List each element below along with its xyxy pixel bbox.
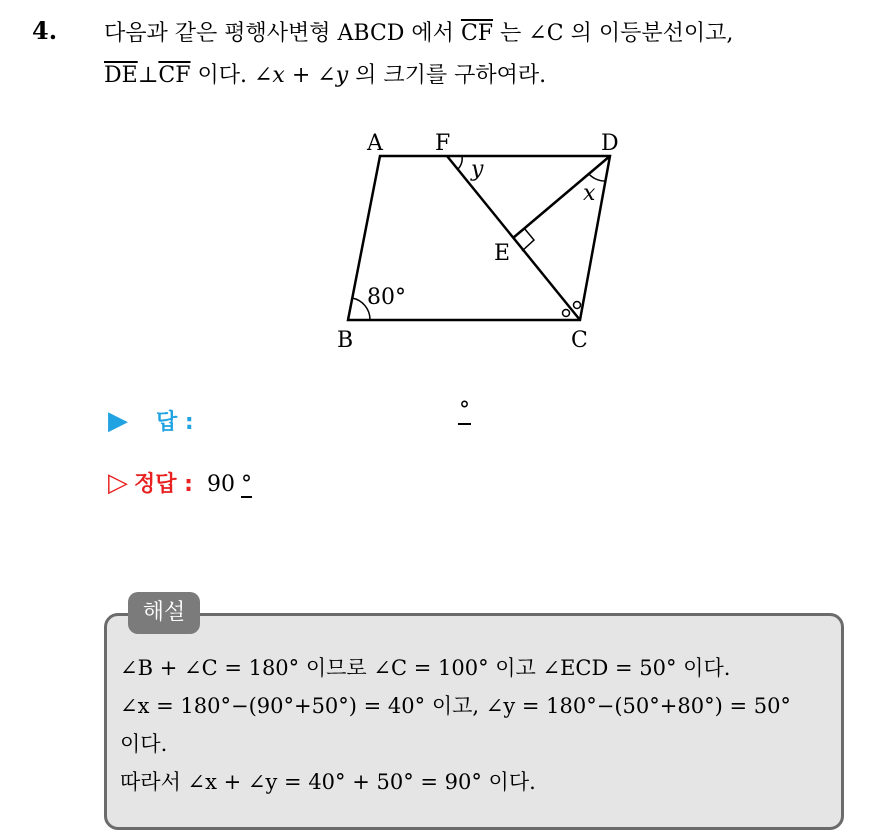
label-e: E bbox=[494, 241, 511, 266]
question-text: 이다. bbox=[190, 63, 254, 88]
answer-arrow-icon: ▶ bbox=[108, 406, 128, 436]
correct-answer-row bbox=[108, 467, 252, 498]
answer-input[interactable]: ° bbox=[459, 398, 470, 423]
perpendicular-symbol: ⊥ bbox=[137, 63, 159, 88]
question-line-1 bbox=[104, 16, 733, 47]
answer-label: 답 : bbox=[156, 410, 194, 435]
right-angle-mark bbox=[522, 228, 534, 251]
angle-expression: ∠x + ∠y bbox=[254, 63, 349, 88]
explanation-line-1: ∠B + ∠C = 180° 이므로 ∠C = 100° 이고 ∠ECD = 50° 이다. bbox=[120, 656, 731, 680]
label-d: D bbox=[601, 131, 619, 156]
angle-x-arc bbox=[588, 173, 606, 181]
question-text: 의 크기를 구하여라. bbox=[348, 63, 547, 88]
correct-answer-degree: ° bbox=[240, 472, 252, 497]
parallelogram-figure bbox=[330, 125, 630, 355]
label-angle-x: x bbox=[583, 181, 596, 206]
explanation-box bbox=[104, 613, 844, 830]
question-text: 다음과 같은 평행사변형 ABCD 에서 bbox=[104, 21, 461, 46]
question-text: 는 bbox=[493, 21, 529, 46]
label-f: F bbox=[435, 131, 451, 156]
question-number: 4. bbox=[32, 16, 58, 45]
label-b: B bbox=[337, 328, 354, 353]
explanation-line-4: 따라서 ∠x + ∠y = 40° + 50° = 90° 이다. bbox=[120, 770, 536, 794]
segment-de-line bbox=[513, 156, 610, 238]
segment-cf: $\overline{CF}$ bbox=[158, 63, 191, 88]
explanation-line-2: ∠x = 180°−(90°+50°) = 40° 이고, ∠y = 180°−(50°+80°) = 50° bbox=[120, 694, 791, 718]
correct-arrow-icon: ▷ bbox=[108, 468, 128, 498]
question-line-2 bbox=[104, 58, 546, 89]
label-angle-y: y bbox=[471, 157, 484, 182]
answer-row bbox=[108, 398, 470, 436]
segment-cf: $\overline{CF}$ bbox=[460, 21, 494, 46]
segment-de: $\overline{DE}$ bbox=[104, 63, 138, 88]
angle-bisect-mark-1 bbox=[563, 310, 570, 317]
label-angle-b: 80° bbox=[367, 285, 406, 310]
angle-bisect-mark-2 bbox=[574, 302, 581, 309]
correct-answer-label: 정답 : bbox=[134, 472, 193, 497]
angle-c: ∠C bbox=[528, 21, 564, 46]
label-c: C bbox=[571, 328, 588, 353]
correct-answer-value: 90 bbox=[206, 472, 235, 497]
explanation-line-3: 이다. bbox=[120, 732, 168, 756]
question-text: 의 이등분선이고, bbox=[563, 21, 734, 46]
label-a: A bbox=[367, 131, 383, 156]
explanation-tab: 해설 bbox=[128, 592, 200, 634]
